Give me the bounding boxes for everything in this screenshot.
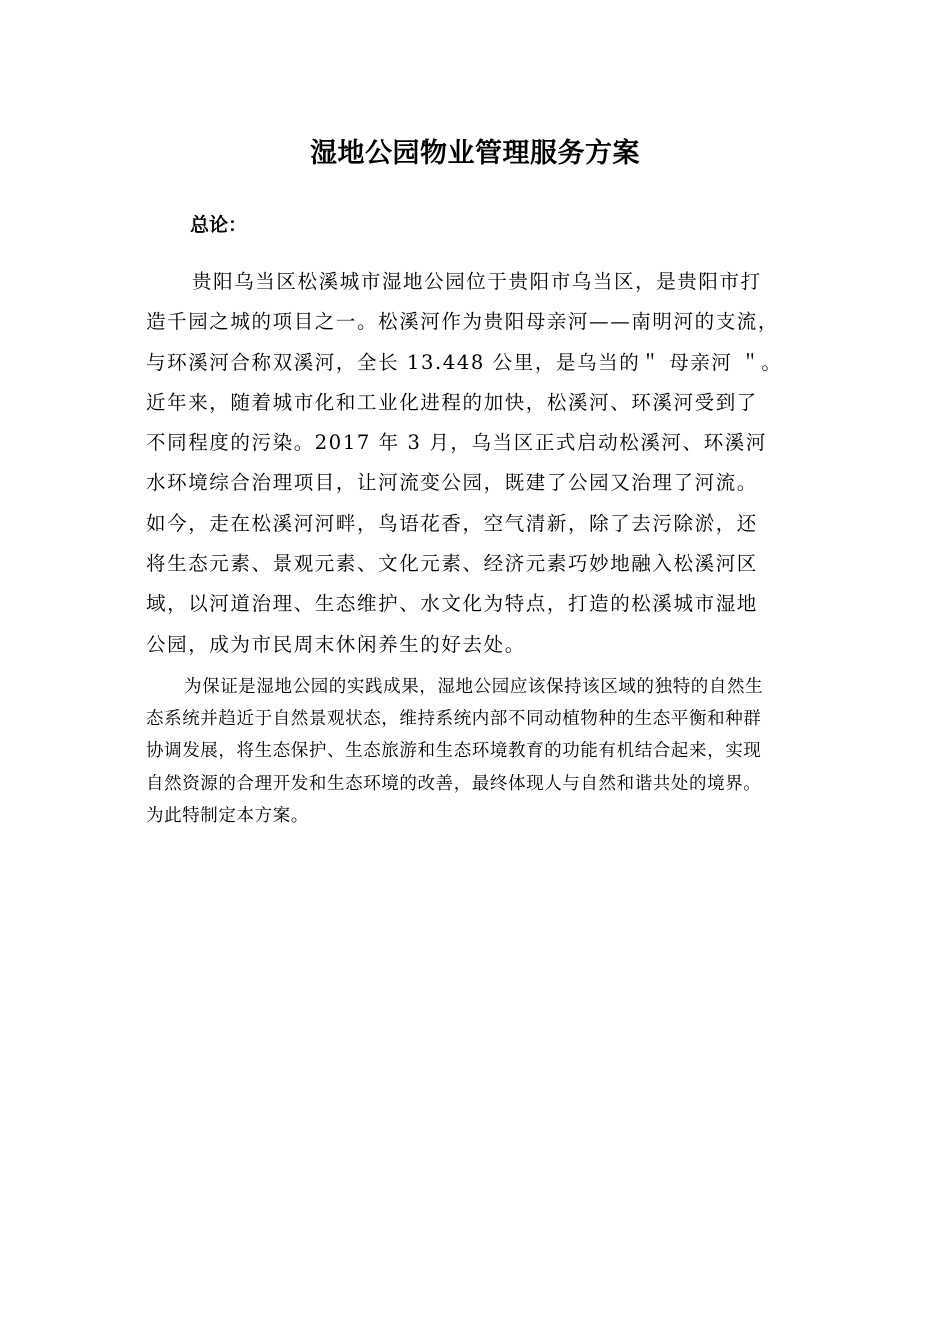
paragraph-line: 协调发展，将生态保护、生态旅游和生态环境教育的功能有机结合起来，实现 [146, 741, 762, 762]
paragraph-line: 为保证是湿地公园的实践成果，湿地公园应该保持该区域的独特的自然生 [184, 677, 764, 697]
paragraph-line: 水环境综合治理项目，让河流变公园，既建了公园又治理了河流。 [146, 471, 758, 495]
document-title: 湿地公园物业管理服务方案 [310, 138, 640, 169]
paragraph-line: 将生态元素、景观元素、文化元素、经济元素巧妙地融入松溪河区 [146, 552, 758, 576]
paragraph-line: 公园，成为市民周末休闲养生的好去处。 [146, 632, 526, 656]
paragraph-line: 域，以河道治理、生态维护、水文化为特点，打造的松溪城市湿地 [146, 592, 758, 616]
paragraph-line: 贵阳乌当区松溪城市湿地公园位于贵阳市乌当区，是贵阳市打 [192, 270, 762, 293]
paragraph-line: 与环溪河合称双溪河，全长 13.448 公里，是乌当的＂ 母亲河 ＂。 [146, 350, 783, 374]
paragraph-line: 态系统并趋近于自然景观状态，维持系统内部不同动植物种的生态平衡和种群 [146, 709, 762, 730]
paragraph-line: 近年来，随着城市化和工业化进程的加快，松溪河、环溪河受到了 [146, 390, 758, 414]
paragraph-line: 造千园之城的项目之一。松溪河作为贵阳母亲河——南明河的支流， [146, 310, 780, 334]
paragraph-line: 不同程度的污染。2017 年 3 月，乌当区正式启动松溪河、环溪河 [146, 431, 767, 455]
section-heading: 总论： [190, 214, 248, 236]
paragraph-line: 如今，走在松溪河河畔，鸟语花香，空气清新，除了去污除淤，还 [146, 511, 758, 535]
paragraph-line: 为此特制定本方案。 [146, 805, 309, 826]
paragraph-line: 自然资源的合理开发和生态环境的改善，最终体现人与自然和谐共处的境界。 [146, 773, 762, 794]
paragraph-purpose [146, 671, 806, 832]
paragraph-intro [146, 262, 796, 665]
